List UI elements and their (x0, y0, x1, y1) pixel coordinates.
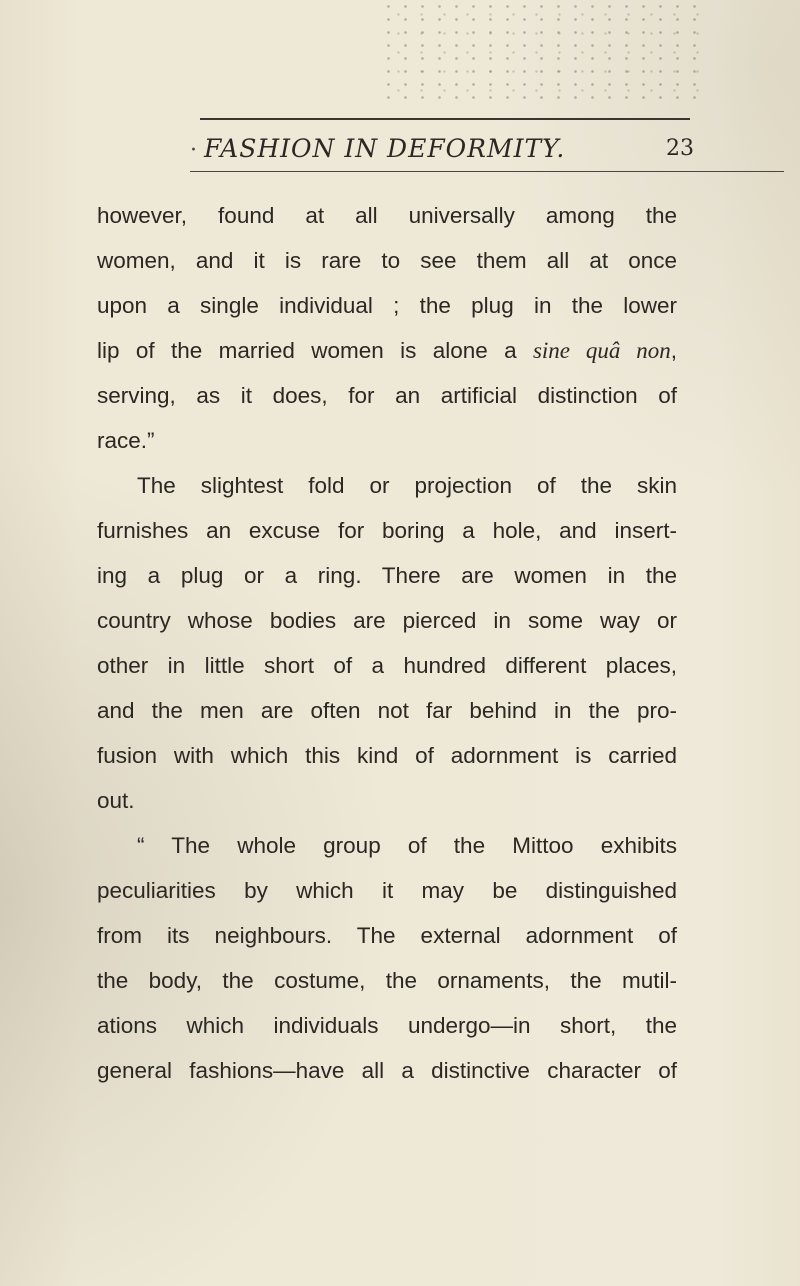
text-line: other in little short of a hundred different places, (97, 653, 677, 678)
text-line: the body, the costume, the ornaments, the mutil- (97, 968, 677, 993)
text-line: however, found at all universally among the (97, 203, 677, 228)
text-line (97, 328, 677, 373)
header-rule (190, 171, 784, 172)
text-line: general fashions—have all a distinctive character of (97, 1058, 677, 1083)
text-line: peculiarities by which it may be distinguished (97, 878, 677, 903)
text-line: women, and it is rare to see them all at once (97, 248, 677, 273)
text-line: “ The whole group of the Mittoo exhibits (137, 833, 677, 858)
running-head (190, 134, 730, 174)
text-line: serving, as it does, for an artificial distinction of (97, 383, 677, 408)
text-line: furnishes an excuse for boring a hole, and insert- (97, 518, 677, 543)
text-segment: , (670, 338, 677, 363)
text-line: upon a single individual ; the plug in the lower (97, 293, 677, 318)
running-head-bullet: · (190, 138, 197, 163)
text-segment: lip of the married women is alone a (97, 338, 533, 363)
page-number: 23 (666, 136, 694, 161)
running-head-title: FASHION IN DEFORMITY. (204, 134, 566, 163)
text-line: from its neighbours. The external adornment of (97, 923, 677, 948)
text-line: The slightest fold or projection of the skin (137, 473, 677, 498)
text-line: fusion with which this kind of adornment is carried (97, 743, 677, 768)
text-line: ing a plug or a ring. There are women in the (97, 563, 677, 588)
page-speckle (380, 0, 700, 100)
text-line: and the men are often not far behind in the pro- (97, 698, 677, 723)
top-rule (200, 118, 690, 120)
text-line: country whose bodies are pierced in some way or (97, 608, 677, 633)
latin-phrase: sine quâ non (532, 338, 671, 363)
text-line: ations which individuals undergo—in short, the (97, 1013, 677, 1038)
text-line: out. (97, 788, 135, 813)
text-line: race.” (97, 428, 155, 453)
body-text (97, 193, 677, 1093)
